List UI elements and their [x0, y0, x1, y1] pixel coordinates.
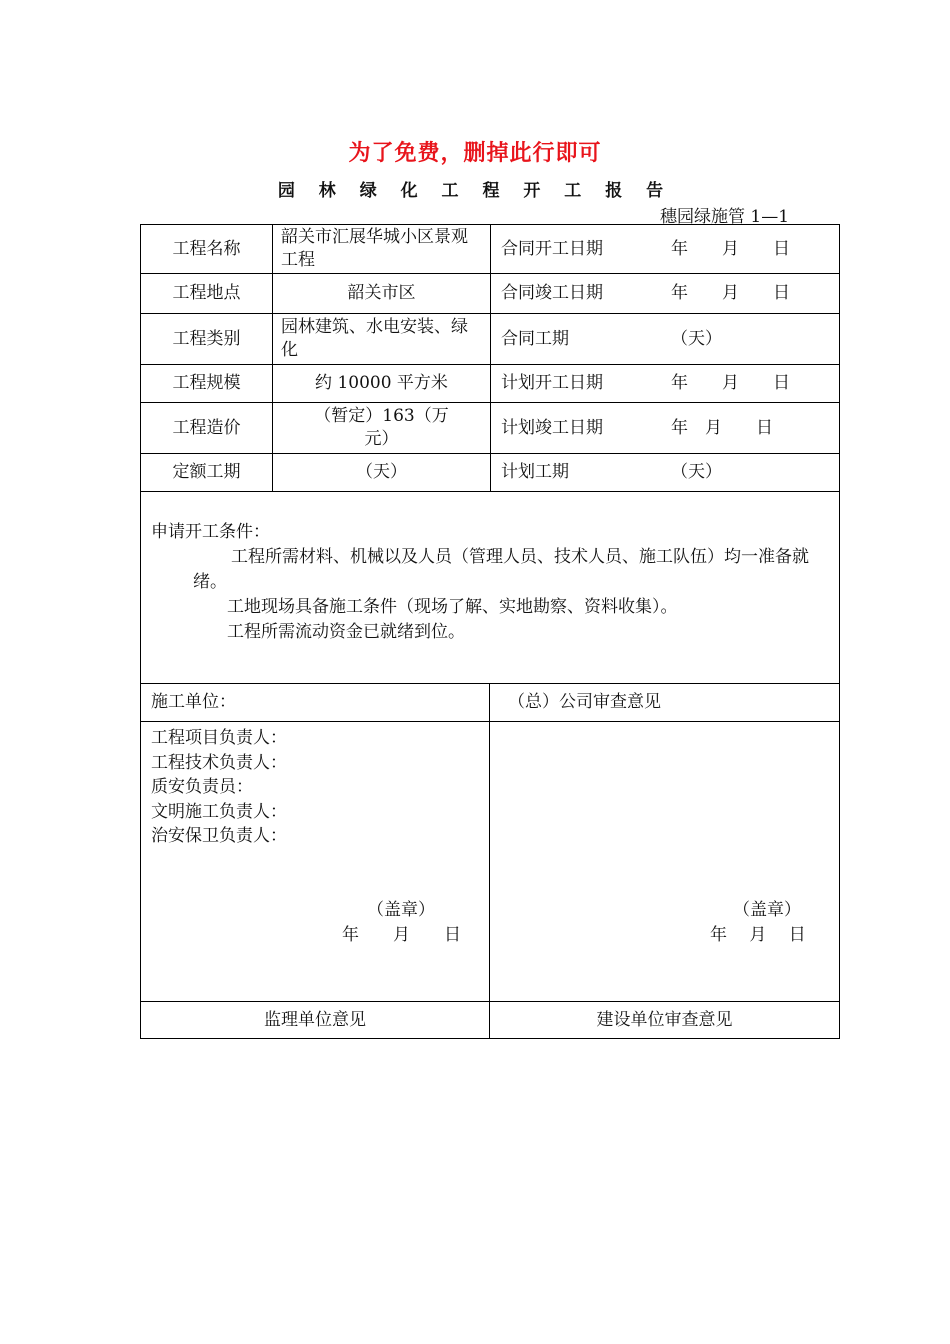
- conditions-heading: 申请开工条件：: [151, 522, 270, 542]
- table-row: [140, 313, 840, 364]
- contract-start-label: 合同开工日期: [501, 238, 603, 259]
- project-cost-label: 工程造价: [141, 403, 273, 453]
- company-date: 年 月 日: [710, 925, 806, 945]
- role-project-lead: 工程项目负责人：: [151, 728, 287, 748]
- supervisor-opinion: 监理单位意见: [141, 1002, 490, 1038]
- company-review-heading: （总）公司审查意见: [508, 692, 661, 712]
- planned-duration-label: 计划工期: [501, 462, 569, 482]
- table-row: [140, 273, 840, 313]
- project-location-label: 工程地点: [141, 274, 273, 313]
- contract-start-value: 年 月 日: [671, 238, 790, 259]
- quota-duration-value: （天）: [273, 454, 491, 491]
- contract-duration-value: （天）: [671, 328, 722, 349]
- project-scale-label: 工程规模: [141, 365, 273, 402]
- planned-end-label: 计划竣工日期: [501, 417, 603, 438]
- table-row: [140, 364, 840, 402]
- contractor-stamp: （盖章）: [367, 900, 435, 920]
- condition-item: 工程所需材料、机械以及人员（管理人员、技术人员、施工队伍）均一准备就绪。: [193, 547, 809, 592]
- owner-opinion: 建设单位审查意见: [596, 1009, 733, 1030]
- role-quality-safety: 质安负责员：: [151, 777, 253, 797]
- table-row: [140, 683, 840, 721]
- condition-item: 工程所需流动资金已就绪到位。: [227, 622, 465, 642]
- planned-start-value: 年 月 日: [671, 373, 790, 393]
- form-code: 穗园绿施管 1—1: [660, 207, 790, 227]
- contract-duration-label: 合同工期: [501, 328, 569, 349]
- planned-start-label: 计划开工日期: [501, 373, 603, 393]
- planned-end-value: 年 月 日: [671, 417, 773, 438]
- role-technical-lead: 工程技术负责人：: [151, 752, 287, 773]
- planned-duration-value: （天）: [671, 462, 722, 482]
- project-type-value: 园林建筑、水电安装、绿化: [273, 314, 491, 364]
- project-name-value: 韶关市汇展华城小区景观工程: [273, 225, 491, 273]
- report-table: [140, 224, 840, 1039]
- project-location-value: 韶关市区: [273, 274, 491, 313]
- start-conditions-section: [140, 491, 840, 683]
- table-row: [140, 1001, 840, 1039]
- project-type-label: 工程类别: [141, 314, 273, 364]
- project-scale-value: 约 10000 平方米: [273, 365, 491, 402]
- table-row: [140, 402, 840, 453]
- contractor-heading: 施工单位：: [141, 684, 490, 721]
- table-row: [140, 453, 840, 491]
- table-row: [140, 224, 840, 273]
- document-title: 园 林 绿 化 工 程 开 工 报 告: [277, 181, 673, 201]
- role-security: 治安保卫负责人：: [151, 826, 287, 846]
- contract-end-label: 合同竣工日期: [501, 283, 603, 303]
- condition-item: 工地现场具备施工条件（现场了解、实地勘察、资料收集）。: [227, 597, 678, 617]
- banner-note: 为了免费，删掉此行即可: [348, 141, 602, 166]
- contractor-date: 年 月 日: [342, 925, 461, 945]
- contractor-signature-area: [141, 722, 490, 1002]
- project-cost-value: （暂定）163（万元）: [273, 403, 491, 453]
- role-civil-construction: 文明施工负责人：: [151, 801, 287, 822]
- quota-duration-label: 定额工期: [141, 454, 273, 491]
- contract-end-value: 年 月 日: [671, 283, 790, 303]
- project-name-label: 工程名称: [141, 225, 273, 273]
- company-stamp: （盖章）: [733, 900, 801, 920]
- signature-row: [140, 721, 840, 1001]
- company-signature-area: [490, 722, 839, 1002]
